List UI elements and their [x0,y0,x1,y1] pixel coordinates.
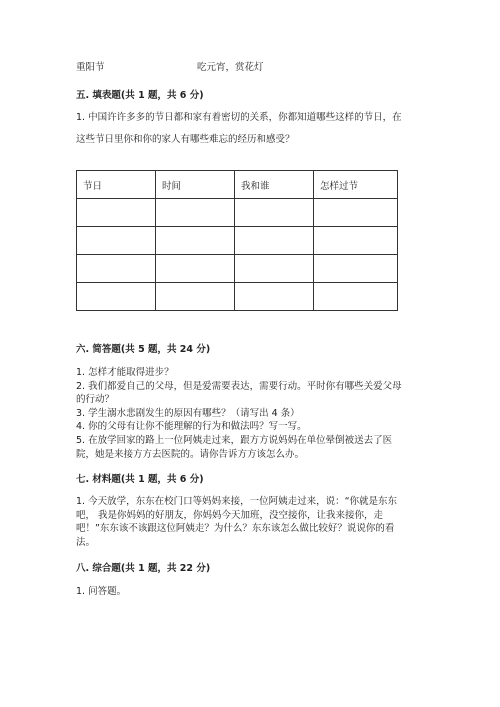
table-row [77,227,398,255]
table-row [77,255,398,283]
table-header-row [77,171,398,199]
table-cell[interactable] [235,227,314,255]
table-row [77,199,398,227]
table-cell[interactable] [156,255,235,283]
section8-heading: 八. 综合题(共 1 题，共 22 分) [76,563,211,574]
table-header-with-whom: 我和谁 [235,171,314,199]
festival-table [76,170,398,311]
table-cell[interactable] [314,227,398,255]
table-cell[interactable] [235,283,314,311]
top-row-festival: 重阳节 [76,62,105,73]
table-cell[interactable] [235,199,314,227]
table-cell[interactable] [314,255,398,283]
section6-line: 1. 怎样才能取得进步？ [76,367,174,378]
section6-line: 院，她是来接方方去医院的。请你告诉方方该怎么办。 [76,448,305,460]
table-header-festival: 节日 [77,171,156,199]
table-cell[interactable] [156,283,235,311]
section5-q1-line1: 1. 中国许许多多的节日都和家有着密切的关系，你都知道哪些这样的节日，在 [76,112,402,123]
section7-line: 吧！”东东该不该跟这位阿姨走？为什么？东东该怎么做比较好？说说你的看 [76,523,395,535]
section7-heading: 七. 材料题(共 1 题，共 6 分) [76,474,204,485]
table-cell[interactable] [314,283,398,311]
section6-line: 2. 我们都爱自己的父母，但是爱需要表达，需要行动。平时你有哪些关爱父母 [76,380,402,392]
table-cell[interactable] [77,227,156,255]
section6-line: 4. 你的父母有让你不能理解的行为和做法吗？写一写。 [76,421,307,433]
section6-heading: 六. 简答题(共 5 题，共 24 分) [76,344,211,355]
top-row-custom: 吃元宵，赏花灯 [197,62,264,73]
section6-questions [76,366,428,461]
table-cell[interactable] [314,199,398,227]
table-cell[interactable] [156,227,235,255]
section8-q1: 1. 问答题。 [76,586,127,597]
section7-line: 吧， 我是你妈妈的好朋友，你妈妈今天加班，没空接你，让我来接你，走 [76,509,384,521]
table-cell[interactable] [235,255,314,283]
table-cell[interactable] [77,283,156,311]
table-header-how-celebrate: 怎样过节 [314,171,398,199]
table-cell[interactable] [77,199,156,227]
table-cell[interactable] [156,199,235,227]
section6-line: 的行动？ [76,394,115,406]
section7-line: 法。 [76,536,96,548]
table-row [77,283,398,311]
table-cell[interactable] [77,255,156,283]
section5-q1-line2: 这些节日里你和你的家人有哪些难忘的经历和感受？ [76,133,295,145]
table-header-time: 时间 [156,171,235,199]
section7-question [76,495,428,549]
section7-line: 1. 今天放学，东东在校门口等妈妈来接，一位阿姨走过来，说：“你就是东东 [76,496,398,507]
section6-line: 5. 在放学回家的路上一位阿姨走过来，跟方方说妈妈在单位晕倒被送去了医 [76,434,393,446]
section6-line: 3. 学生溺水悲剧发生的原因有哪些？（请写出 4 条） [76,407,300,419]
section5-heading: 五. 填表题(共 1 题，共 6 分) [76,90,204,101]
section5-question [76,111,428,146]
